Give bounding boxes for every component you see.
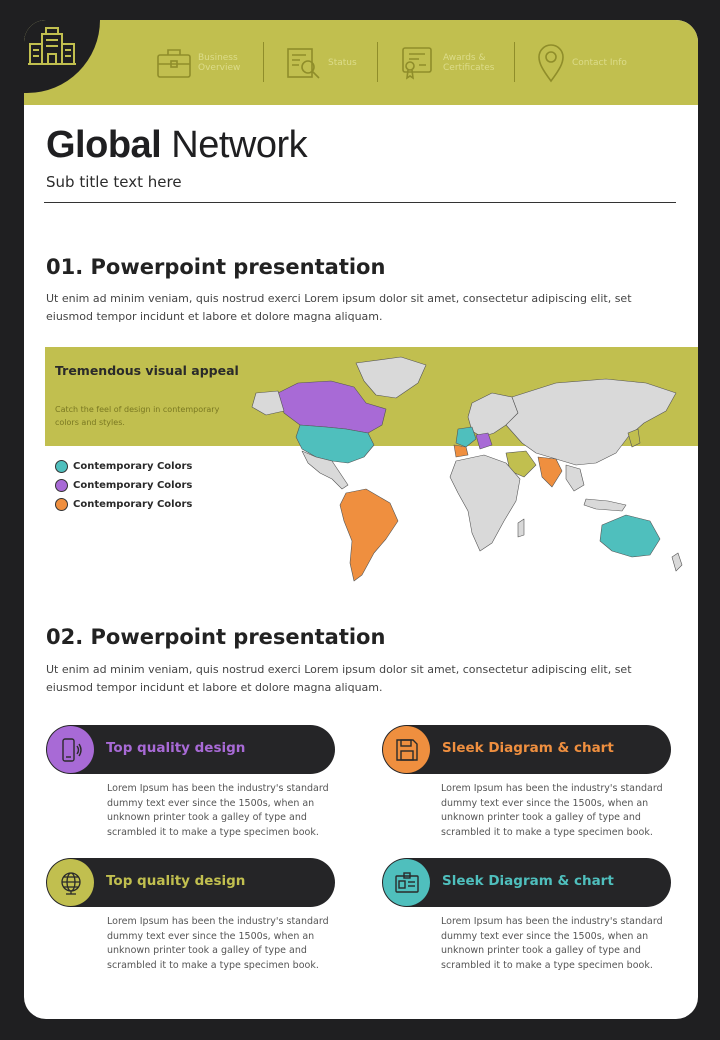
map-canada [278, 381, 386, 433]
feature-icon-circle [383, 859, 430, 906]
feature-body: Lorem Ipsum has been the industry's standard dummy text ever since the 1500s, when an unknown printer took a galley of type and scrambled it to make a type specimen book. [441, 783, 663, 838]
map-iberia [454, 445, 468, 457]
mobile-phone-icon [58, 737, 84, 763]
map-india [538, 457, 562, 487]
globe-icon [58, 870, 84, 896]
map-legend [55, 457, 192, 514]
map-australia [600, 515, 660, 557]
nav-label: Status [328, 58, 357, 68]
map-new-zealand [672, 553, 682, 571]
legend-swatch-orange [55, 498, 68, 511]
section1-paragraph: Ut enim ad minim veniam, quis nostrud exerci Lorem ipsum dolor sit amet, consectetur adipiscing elit, set eiusmod tempor incidunt et labore et dolore magna aliquam. [46, 292, 632, 323]
logo-corner [24, 20, 100, 93]
legend-swatch-purple [55, 479, 68, 492]
legend-label: Contemporary Colors [73, 480, 193, 491]
map-southeast-asia [566, 465, 584, 491]
location-pin-icon [536, 43, 566, 83]
world-map [236, 353, 686, 583]
legend-label: Contemporary Colors [73, 461, 193, 472]
feature-icon-circle [383, 726, 430, 773]
section2-paragraph: Ut enim ad minim veniam, quis nostrud exerci Lorem ipsum dolor sit amet, consectetur adipiscing elit, set eiusmod tempor incidunt et labore et dolore magna aliquam. [46, 663, 632, 694]
certificate-icon [399, 45, 437, 81]
document-search-icon [286, 46, 322, 80]
map-europe-west [456, 427, 476, 447]
map-alaska [252, 391, 284, 415]
feature-icon-circle [47, 726, 94, 773]
map-madagascar [518, 519, 524, 537]
briefcase-icon [156, 46, 192, 80]
legend-item [55, 476, 192, 495]
legend-label: Contemporary Colors [73, 499, 193, 510]
nav-item-status[interactable] [286, 42, 357, 84]
page-title [46, 124, 307, 167]
legend-swatch-teal [55, 460, 68, 473]
nav-divider [263, 42, 264, 82]
map-panel-title: Tremendous visual appeal [55, 363, 239, 378]
nav-divider [377, 42, 378, 82]
nav-divider [514, 42, 515, 82]
feature-body: Lorem Ipsum has been the industry's standard dummy text ever since the 1500s, when an unknown printer took a galley of type and scrambled it to make a type specimen book. [107, 783, 329, 838]
nav-item-contact[interactable] [536, 42, 627, 84]
section1-heading: 01. Powerpoint presentation [46, 255, 386, 279]
nav-label: Awards & Certificates [443, 53, 495, 73]
page-subtitle: Sub title text here [46, 173, 182, 191]
title-bold: Global [46, 124, 162, 166]
section2-heading: 02. Powerpoint presentation [46, 625, 386, 649]
map-panel-description: Catch the feel of design in contemporary colors and styles. [55, 405, 220, 427]
top-navigation-bar [24, 20, 698, 105]
nav-label: Business Overview [198, 53, 241, 73]
feature-pill-top-quality-2[interactable] [46, 858, 335, 907]
map-africa [450, 455, 520, 551]
legend-item [55, 457, 192, 476]
nav-label: Contact Info [572, 58, 627, 68]
legend-item [55, 495, 192, 514]
map-indonesia [584, 499, 626, 511]
title-light: Network [171, 124, 308, 166]
feature-title: Top quality design [106, 740, 246, 756]
nav-item-business-overview[interactable] [156, 42, 240, 84]
nav-item-awards[interactable] [399, 42, 494, 84]
map-south-america [340, 489, 398, 581]
map-asia [506, 379, 676, 465]
feature-pill-sleek-diagram-1[interactable] [382, 725, 671, 774]
feature-icon-circle [47, 859, 94, 906]
id-card-icon [394, 870, 420, 896]
feature-pill-sleek-diagram-2[interactable] [382, 858, 671, 907]
feature-title: Sleek Diagram & chart [442, 873, 614, 889]
floppy-disk-icon [394, 737, 420, 763]
title-divider [44, 202, 676, 203]
feature-body: Lorem Ipsum has been the industry's standard dummy text ever since the 1500s, when an unknown printer took a galley of type and scrambled it to make a type specimen book. [441, 916, 663, 971]
feature-title: Top quality design [106, 873, 246, 889]
feature-pill-top-quality-1[interactable] [46, 725, 335, 774]
building-icon [26, 24, 78, 70]
page-card [24, 20, 698, 1019]
feature-title: Sleek Diagram & chart [442, 740, 614, 756]
feature-body: Lorem Ipsum has been the industry's standard dummy text ever since the 1500s, when an unknown printer took a galley of type and scrambled it to make a type specimen book. [107, 916, 329, 971]
map-europe-central [476, 433, 492, 449]
map-greenland [356, 357, 426, 398]
